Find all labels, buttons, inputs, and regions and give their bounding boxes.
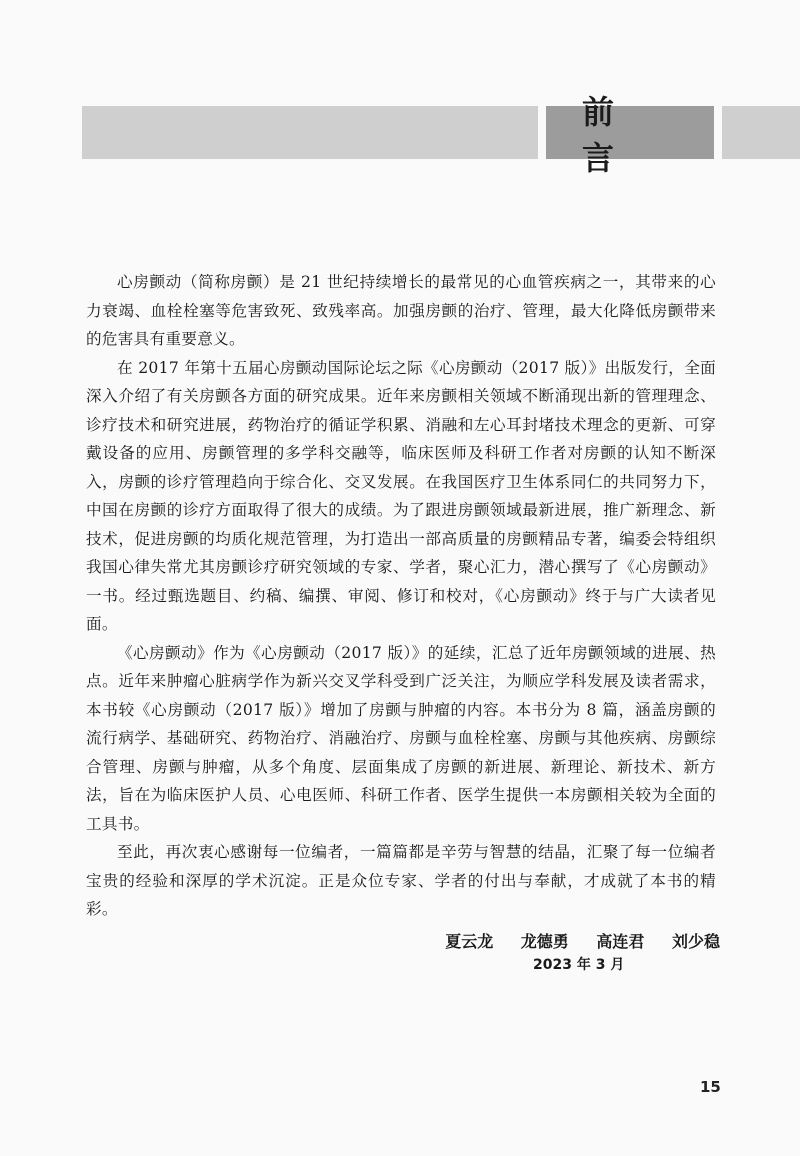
paragraph-4: 至此，再次衷心感谢每一位编者，一篇篇都是辛劳与智慧的结晶，汇聚了每一位编者宝贵的经验和深厚的学术沉淀。正是众位专家、学者的付出与奉献，才成就了本书的精彩。 bbox=[86, 843, 716, 918]
header-band-right bbox=[722, 106, 800, 159]
page-title: 前 言 bbox=[582, 92, 651, 177]
paragraph-3: 《心房颤动》作为《心房颤动（2017 版）》的延续，汇总了近年房颤领域的进展、热点。近年来肿瘤心脏病学作为新兴交叉学科受到广泛关注，为顺应学科发展及读者需求，本书较《心房颤动（2017 版）》增加了房颤与肿瘤的内容。本书分为 8 篇，涵盖房颤的流行病学、基础研究、药物治疗、消融治疗、房颤与血栓栓塞、房颤与其他疾病、房颤综合管理、房颤与肿瘤，从多个角度、层面集成了房颤的新进展、新理论、新技术、新方法，旨在为临床医护人员、心电医师、科研工作者、医学生提供一本房颤相关较为全面的工具书。 bbox=[86, 643, 716, 833]
paragraph-2: 在 2017 年第十五届心房颤动国际论坛之际《心房颤动（2017 版）》出版发行，全面深入介绍了有关房颤各方面的研究成果。近年来房颤相关领域不断涌现出新的管理理念、诊疗技术和研究进展，药物治疗的循证学积累、消融和左心耳封堵技术理念的更新、可穿戴设备的应用、房颤管理的多学科交融等，临床医师及科研工作者对房颤的认知不断深入，房颤的诊疗管理趋向于综合化、交叉发展。在我国医疗卫生体系同仁的共同努力下，中国在房颤的诊疗方面取得了很大的成绩。为了跟进房颤领域最新进展，推广新理念、新技术，促进房颤的均质化规范管理，为打造出一部高质量的房颤精品专著，编委会特组织我国心律失常尤其房颤诊疗研究领域的专家、学者，聚心汇力，潜心撰写了《心房颤动》一书。经过甄选题目、约稿、编撰、审阅、修订和校对，《心房颤动》终于与广大读者见面。 bbox=[86, 358, 716, 633]
author-name: 刘少稳 bbox=[671, 932, 720, 951]
header-title-box bbox=[546, 92, 714, 177]
author-name: 龙德勇 bbox=[520, 932, 569, 951]
paragraph-1: 心房颤动（简称房颤）是 21 世纪持续增长的最常见的心血管疾病之一，其带来的心力衰竭、血栓栓塞等危害致死、致残率高。加强房颤的治疗、管理，最大化降低房颤带来的危害具有重要意义。 bbox=[86, 273, 716, 348]
preface-body bbox=[86, 268, 716, 924]
author-name: 高连君 bbox=[596, 932, 645, 951]
author-name: 夏云龙 bbox=[445, 932, 494, 951]
author-list bbox=[445, 929, 720, 952]
page-number: 15 bbox=[700, 1078, 721, 1096]
signature-date: 2023 年 3 月 bbox=[533, 957, 625, 973]
header-band-left bbox=[82, 106, 538, 159]
